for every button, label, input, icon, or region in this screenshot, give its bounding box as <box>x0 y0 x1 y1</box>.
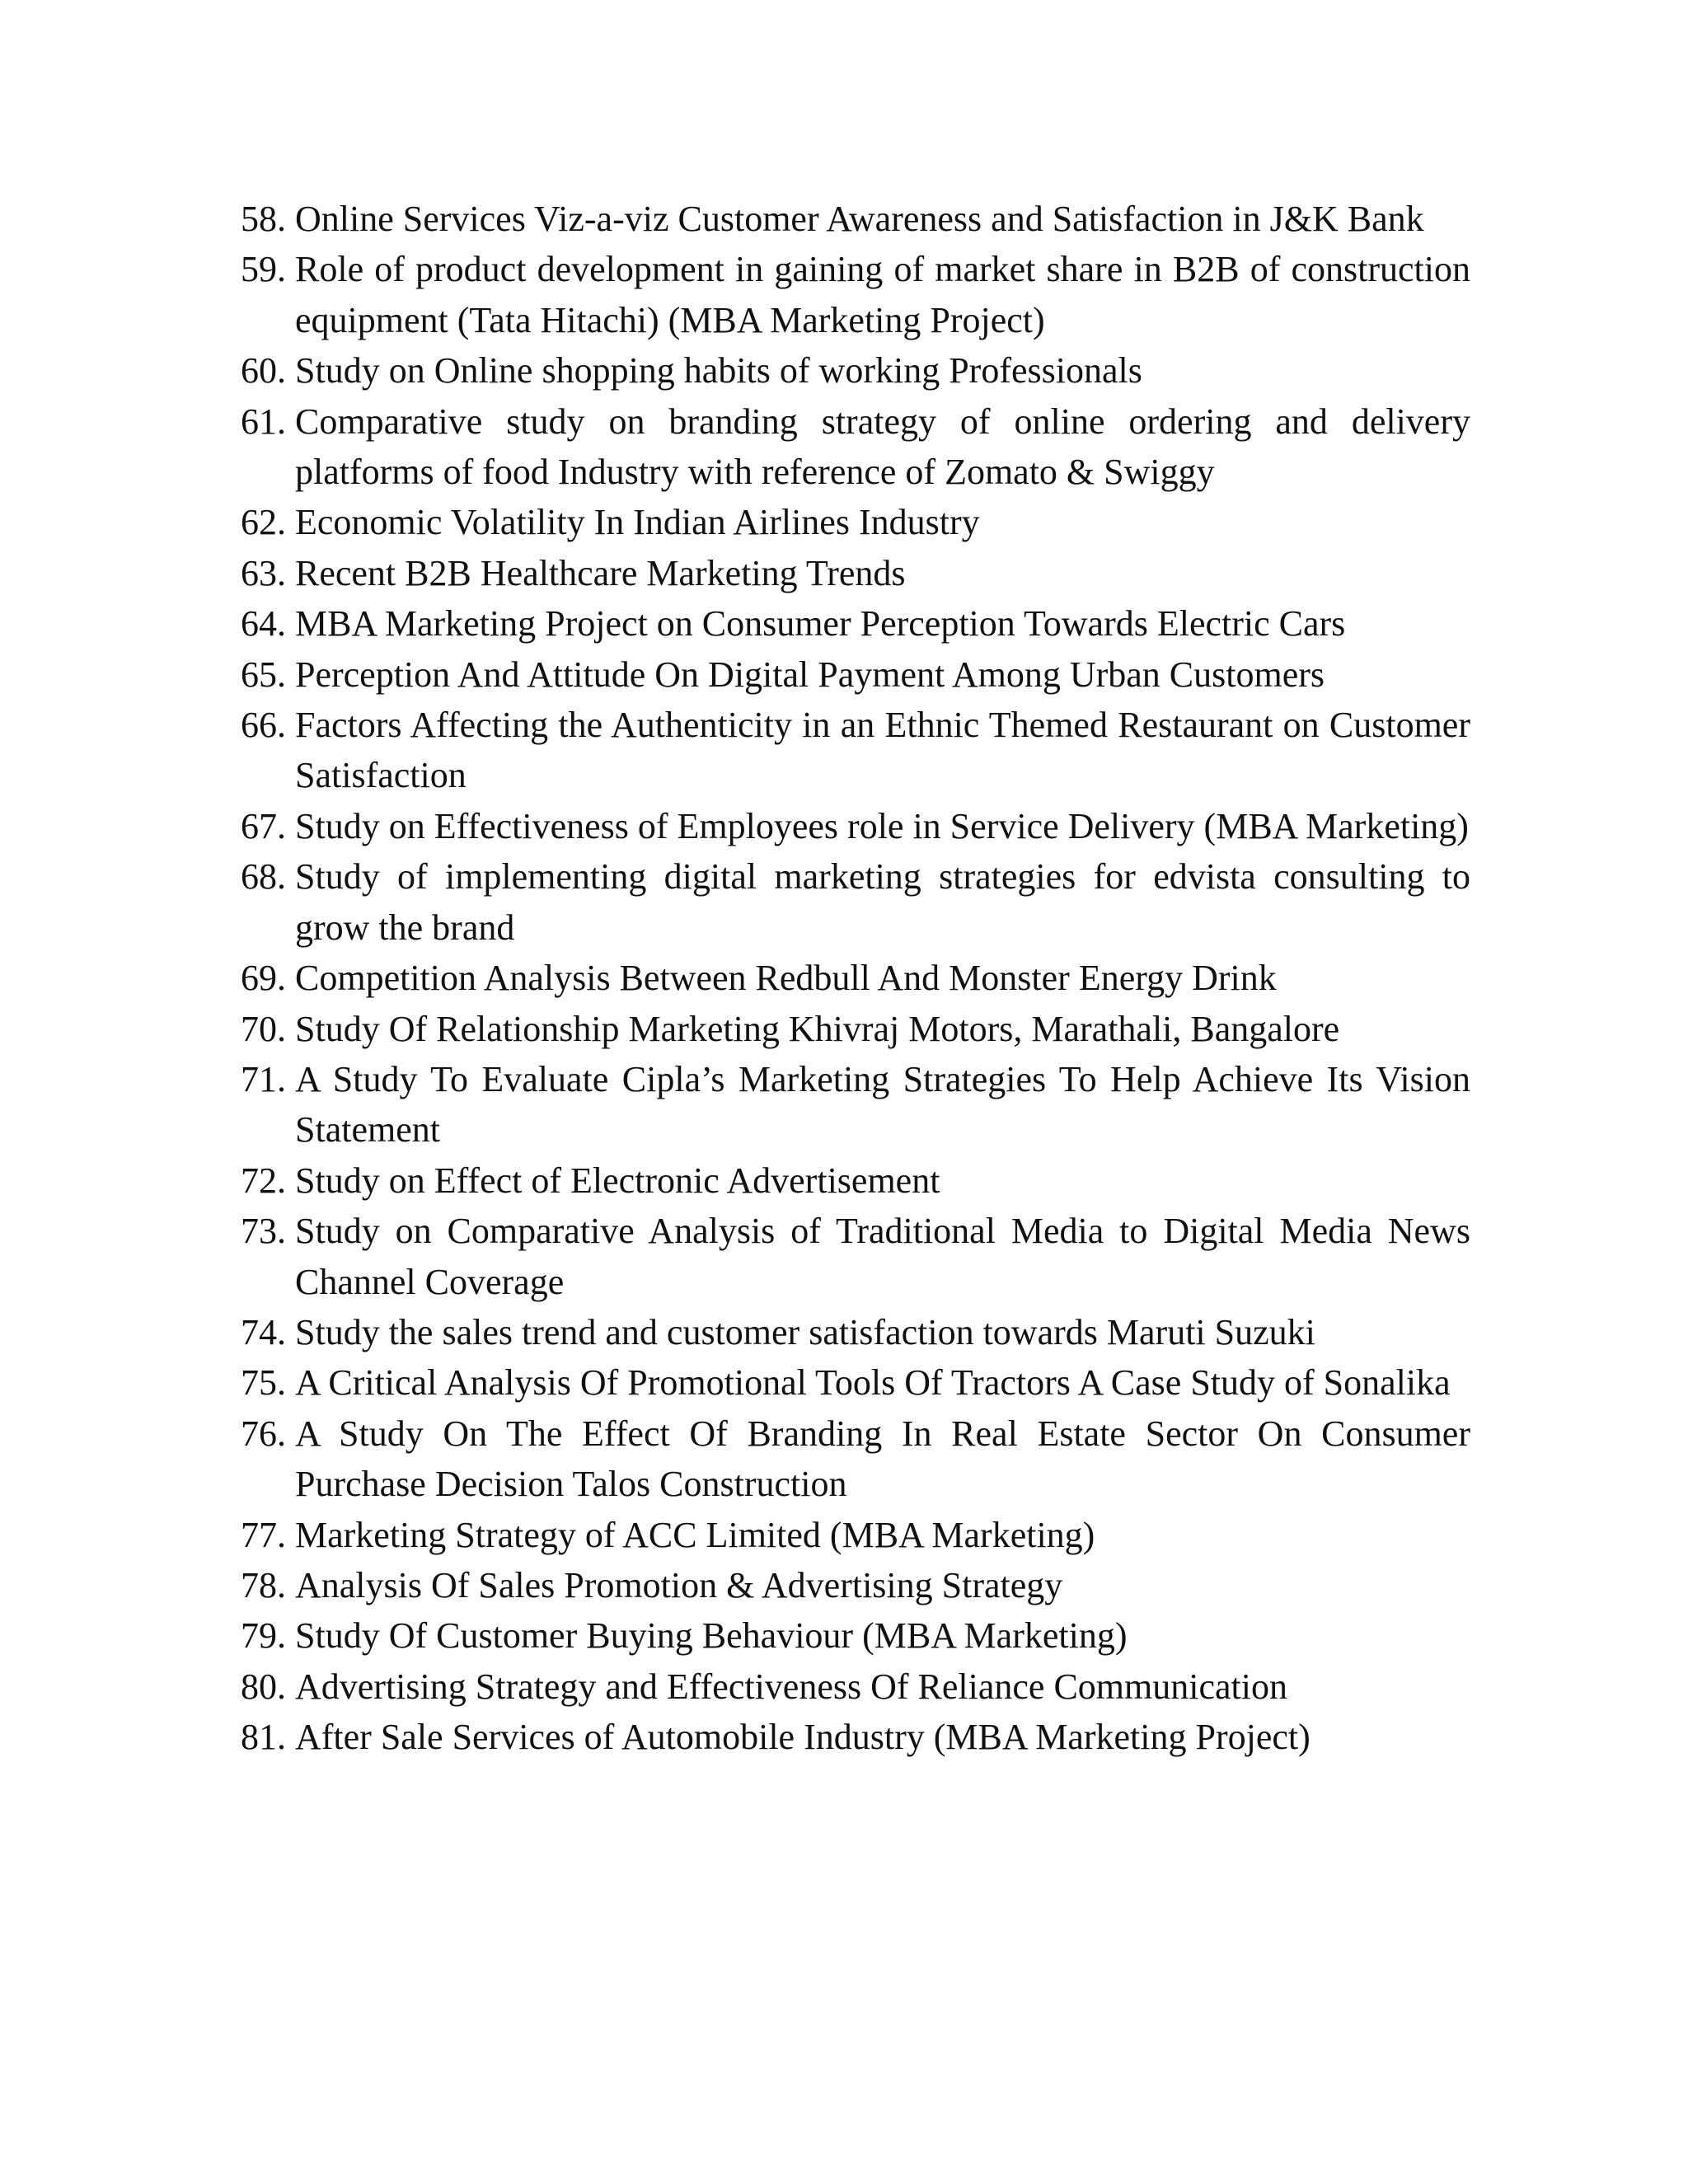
list-item <box>241 548 1470 598</box>
list-item <box>241 1155 1470 1206</box>
list-item <box>241 396 1470 498</box>
item-text: Economic Volatility In Indian Airlines Industry <box>295 502 980 543</box>
list-item <box>241 851 1470 953</box>
item-text: Competition Analysis Between Redbull And Monster Energy Drink <box>295 958 1277 999</box>
item-number: 60. <box>241 350 286 391</box>
item-text: Study Of Customer Buying Behaviour (MBA Marketing) <box>295 1615 1128 1657</box>
item-number: 62. <box>241 502 286 543</box>
list-item <box>241 1307 1470 1357</box>
item-number: 68. <box>241 856 286 898</box>
item-number: 78. <box>241 1564 286 1605</box>
item-text: Role of product development in gaining of market share in B2B of construction equipment (Tata Hitachi) (MBA Marketing Project) <box>295 249 1470 340</box>
project-title-list <box>241 194 1470 1763</box>
item-number: 71. <box>241 1058 286 1099</box>
list-item <box>241 1712 1470 1762</box>
item-text: Study on Effect of Electronic Advertisement <box>295 1160 940 1201</box>
item-text: Advertising Strategy and Effectiveness Of Reliance Communication <box>295 1666 1287 1707</box>
item-text: Study of implementing digital marketing strategies for edvista consulting to grow the brand <box>295 856 1470 948</box>
item-number: 67. <box>241 805 286 846</box>
item-text: Study on Online shopping habits of working Professionals <box>295 350 1142 391</box>
item-text: A Critical Analysis Of Promotional Tools Of Tractors A Case Study of Sonalika <box>295 1362 1451 1404</box>
item-number: 66. <box>241 705 286 746</box>
item-text: Study Of Relationship Marketing Khivraj Motors, Marathali, Bangalore <box>295 1008 1340 1049</box>
list-item <box>241 1560 1470 1610</box>
item-text: Study the sales trend and customer satisfaction towards Maruti Suzuki <box>295 1311 1315 1352</box>
list-item <box>241 194 1470 244</box>
item-number: 63. <box>241 552 286 593</box>
item-number: 72. <box>241 1160 286 1201</box>
item-text: Online Services Viz-a-viz Customer Awareness and Satisfaction in J&K Bank <box>295 199 1424 239</box>
item-number: 64. <box>241 603 286 644</box>
list-item <box>241 649 1470 700</box>
item-number: 74. <box>241 1311 286 1352</box>
list-item <box>241 953 1470 1003</box>
list-item <box>241 497 1470 547</box>
item-number: 80. <box>241 1666 286 1707</box>
item-text: A Study On The Effect Of Branding In Real Estate Sector On Consumer Purchase Decision Talos Construction <box>295 1413 1470 1505</box>
item-text: Factors Affecting the Authenticity in an Ethnic Themed Restaurant on Customer Satisfaction <box>295 705 1470 796</box>
item-text: After Sale Services of Automobile Industry (MBA Marketing Project) <box>295 1717 1311 1758</box>
item-number: 65. <box>241 654 286 695</box>
list-item <box>241 345 1470 396</box>
item-text: Comparative study on branding strategy of online ordering and delivery platforms of food Industry with reference of Zomato & Swiggy <box>295 401 1470 493</box>
item-text: Recent B2B Healthcare Marketing Trends <box>295 552 906 593</box>
list-item <box>241 700 1470 801</box>
item-text: Analysis Of Sales Promotion & Advertising Strategy <box>295 1564 1063 1605</box>
item-text: Marketing Strategy of ACC Limited (MBA Marketing) <box>295 1514 1095 1555</box>
item-number: 76. <box>241 1413 286 1454</box>
item-number: 77. <box>241 1514 286 1555</box>
item-text: Study on Comparative Analysis of Traditional Media to Digital Media News Channel Coverage <box>295 1211 1470 1302</box>
list-item <box>241 598 1470 649</box>
list-item <box>241 1610 1470 1661</box>
list-item <box>241 1357 1470 1408</box>
list-item <box>241 801 1470 851</box>
item-number: 58. <box>241 199 286 239</box>
item-number: 59. <box>241 249 286 290</box>
item-number: 79. <box>241 1615 286 1657</box>
list-item <box>241 1661 1470 1712</box>
list-item <box>241 1054 1470 1155</box>
item-text: Perception And Attitude On Digital Payment Among Urban Customers <box>295 654 1325 695</box>
list-item <box>241 1408 1470 1510</box>
item-number: 61. <box>241 401 286 442</box>
list-item <box>241 244 1470 345</box>
item-number: 81. <box>241 1717 286 1758</box>
item-number: 75. <box>241 1362 286 1404</box>
item-number: 70. <box>241 1008 286 1049</box>
item-text: MBA Marketing Project on Consumer Perception Towards Electric Cars <box>295 603 1346 644</box>
item-text: A Study To Evaluate Cipla’s Marketing Strategies To Help Achieve Its Vision Statement <box>295 1058 1470 1151</box>
list-item <box>241 1510 1470 1560</box>
item-number: 69. <box>241 958 286 999</box>
list-item <box>241 1004 1470 1054</box>
list-item <box>241 1206 1470 1307</box>
item-text: Study on Effectiveness of Employees role in Service Delivery (MBA Marketing) <box>295 805 1469 846</box>
item-number: 73. <box>241 1211 286 1252</box>
